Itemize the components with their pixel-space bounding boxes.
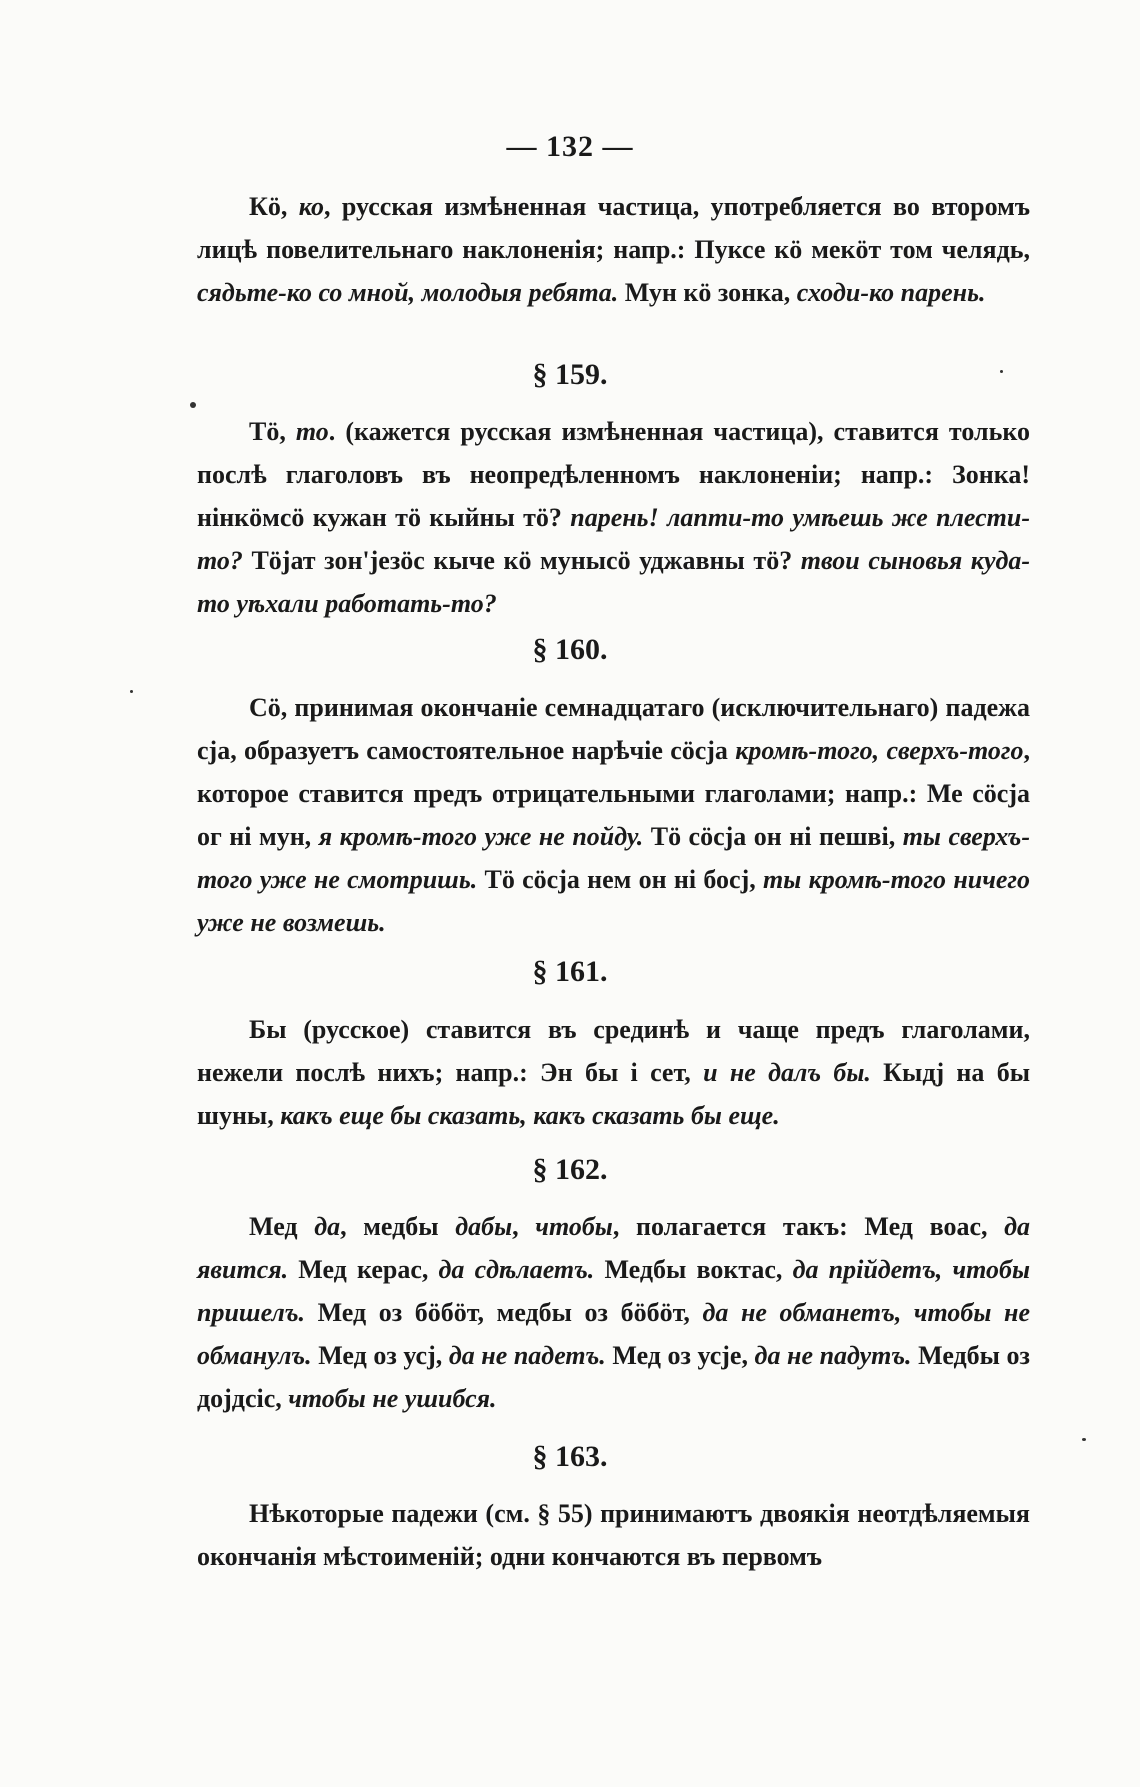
- ink-speck: [130, 690, 133, 693]
- section-heading-162: § 162.: [532, 1153, 608, 1186]
- section-heading-161: § 161.: [532, 955, 608, 988]
- ink-speck: [1082, 1438, 1086, 1441]
- paragraph-particle-to: Тӧ, то. (кажется русская измѣненная частица), ставится только послѣ глаголовъ въ неопредѣленномъ наклоненіи; напр.: Зонка! нінкӧмсӧ кужан тӧ кыйны тӧ? парень! лапти-то умѣешь же плести-то? Тӧјат зон'језӧс кыче кӧ мунысӧ уджавны тӧ? твои сыновья куда-то уѣхали работать-то?: [197, 417, 1031, 618]
- paragraph-particle-by: Бы (русское) ставится въ срединѣ и чаще предъ глаголами, нежели послѣ нихъ; напр.: Эн бы і сет, и не далъ бы. Кыдј на бы шуны, какъ еще бы сказать, какъ сказать бы еще.: [197, 1015, 1031, 1130]
- ink-speck: [190, 402, 196, 408]
- paragraph-double-endings: Нѣкоторые падежи (см. § 55) принимаютъ двоякія неотдѣляемыя окончанія мѣстоименій; одни кончаются въ первомъ: [197, 1499, 1030, 1571]
- section-heading-159: § 159.: [532, 358, 608, 391]
- section-heading-163: § 163.: [532, 1440, 608, 1473]
- ink-speck: [1000, 370, 1003, 373]
- paragraph-particle-ko: Кӧ, ко, русская измѣненная частица, употребляется во второмъ лицѣ повелительнаго наклоненія; напр.: Пуксе кӧ мекӧт том челядь, сядьте-ко со мной, молодыя ребята. Мун кӧ зонка, сходи-ко парень.: [197, 192, 1030, 307]
- page-number: — 132 —: [506, 130, 634, 163]
- paragraph-particle-med: Мед да, медбы дабы, чтобы, полагается такъ: Мед воас, да явится. Мед керас, да сдѣлаетъ. Медбы воктас, да прійдетъ, чтобы пришелъ. Мед оз бӧбӧт, медбы оз бӧбӧт, да не обманетъ, чтобы не обманулъ. Мед оз усј, да не падетъ. Мед оз усје, да не падутъ. Медбы оз дојдсіс, чтобы не ушибся.: [197, 1212, 1031, 1413]
- section-heading-160: § 160.: [532, 633, 608, 666]
- paragraph-particle-so: Сӧ, принимая окончаніе семнадцатаго (исключительнаго) падежа сја, образуетъ самостоятельное нарѣчіе сӧсја кромѣ-того, сверхъ-того, которое ставится предъ отрицательными глаголами; напр.: Ме сӧсја ог ні мун, я кромѣ-того уже не пойду. Тӧ сӧсја он ні пешві, ты сверхъ-того уже не смотришь. Тӧ сӧсја нем он ні босј, ты кромѣ-того ничего уже не возмешь.: [197, 693, 1031, 937]
